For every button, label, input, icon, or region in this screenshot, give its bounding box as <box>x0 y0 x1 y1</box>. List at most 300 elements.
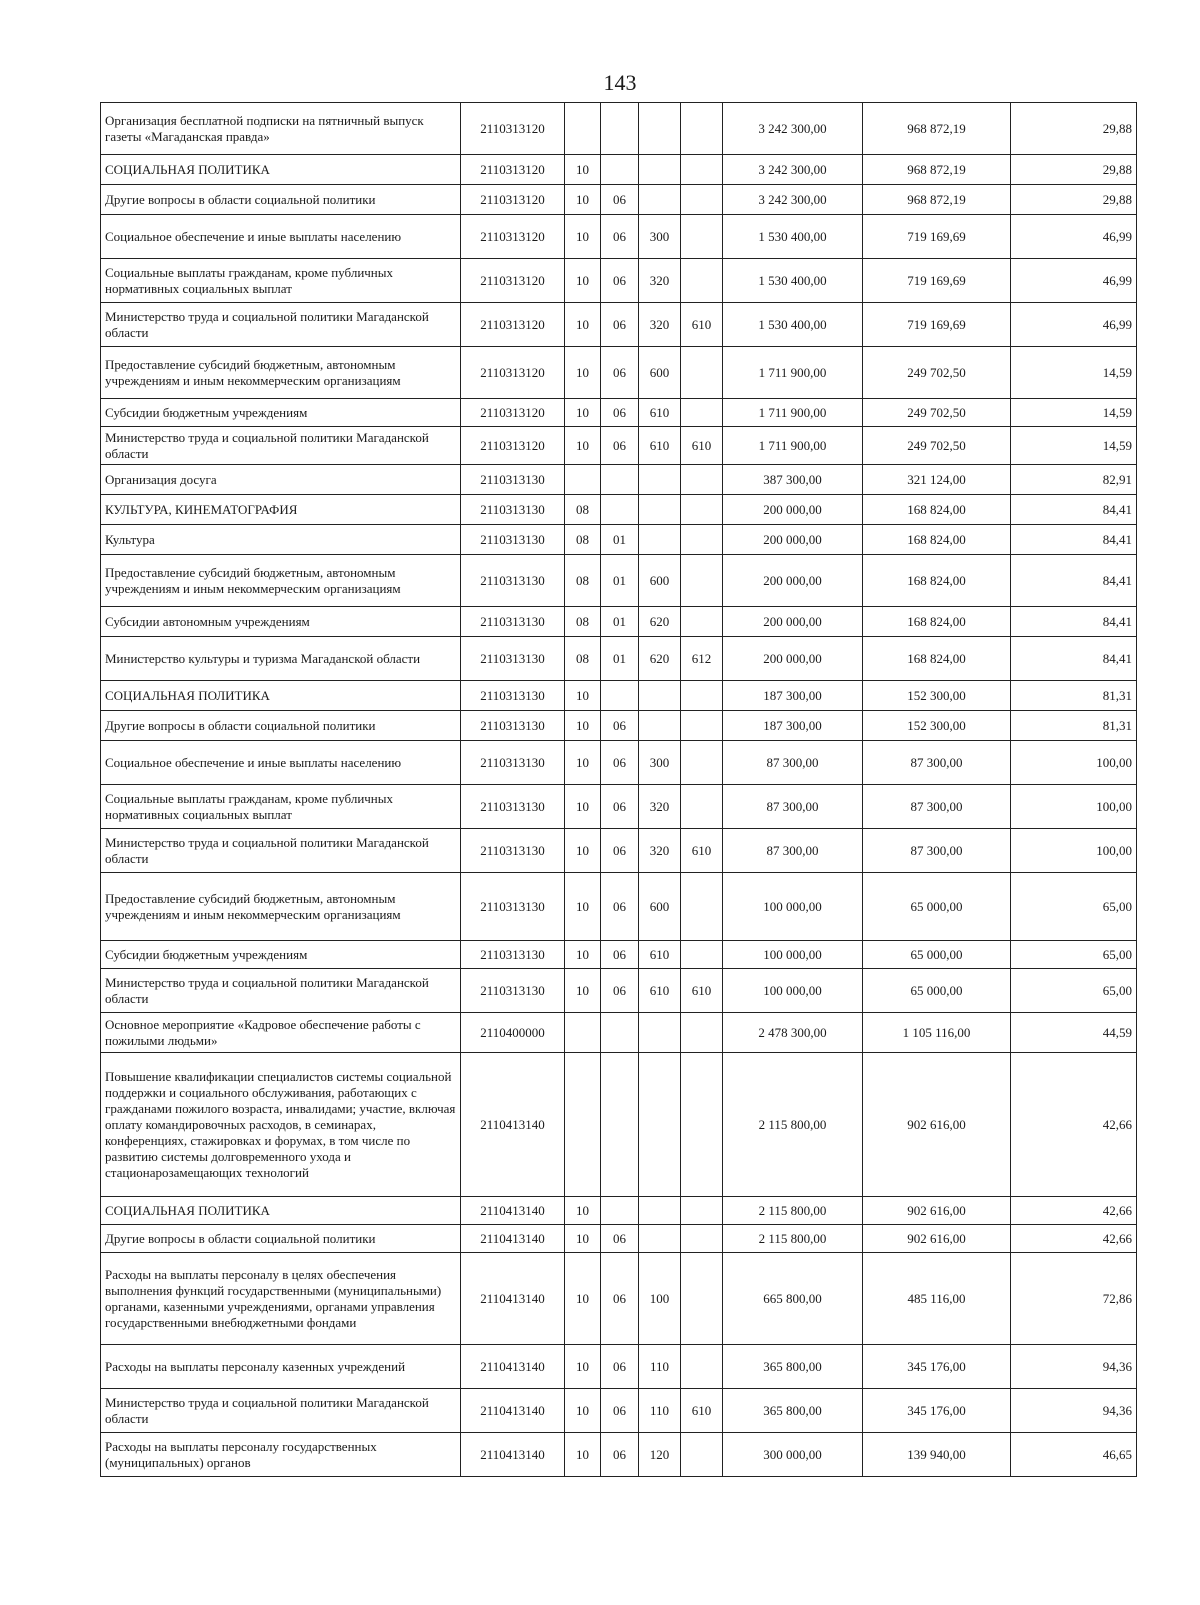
execution-percent: 14,59 <box>1011 427 1137 465</box>
executed-amount: 249 702,50 <box>863 399 1011 427</box>
row-name: Министерство труда и социальной политики Магаданской области <box>101 427 461 465</box>
section-code: 10 <box>565 427 601 465</box>
expense-type-code <box>639 525 681 555</box>
administrator-code <box>681 1013 723 1053</box>
row-name: Предоставление субсидий бюджетным, автономным учреждениям и иным некоммерческим организациям <box>101 347 461 399</box>
subsection-code: 06 <box>601 941 639 969</box>
expense-type-code <box>639 185 681 215</box>
table-row <box>101 1013 1137 1053</box>
execution-percent: 81,31 <box>1011 711 1137 741</box>
table-row <box>101 555 1137 607</box>
execution-percent: 46,65 <box>1011 1433 1137 1477</box>
execution-percent: 100,00 <box>1011 829 1137 873</box>
executed-amount: 345 176,00 <box>863 1389 1011 1433</box>
planned-amount: 2 115 800,00 <box>723 1197 863 1225</box>
row-name: Социальное обеспечение и иные выплаты населению <box>101 215 461 259</box>
administrator-code <box>681 185 723 215</box>
subsection-code: 06 <box>601 303 639 347</box>
target-article-code: 2110313120 <box>461 155 565 185</box>
administrator-code <box>681 1433 723 1477</box>
section-code: 10 <box>565 741 601 785</box>
planned-amount: 1 711 900,00 <box>723 427 863 465</box>
expense-type-code: 120 <box>639 1433 681 1477</box>
planned-amount: 100 000,00 <box>723 873 863 941</box>
planned-amount: 300 000,00 <box>723 1433 863 1477</box>
row-name: Субсидии бюджетным учреждениям <box>101 941 461 969</box>
table-row <box>101 103 1137 155</box>
planned-amount: 1 530 400,00 <box>723 259 863 303</box>
row-name: Расходы на выплаты персоналу государственных (муниципальных) органов <box>101 1433 461 1477</box>
section-code: 08 <box>565 637 601 681</box>
administrator-code <box>681 103 723 155</box>
table-row <box>101 1225 1137 1253</box>
row-name: Расходы на выплаты персоналу казенных учреждений <box>101 1345 461 1389</box>
target-article-code: 2110313130 <box>461 829 565 873</box>
table-row <box>101 1389 1137 1433</box>
table-row <box>101 495 1137 525</box>
planned-amount: 365 800,00 <box>723 1389 863 1433</box>
executed-amount: 345 176,00 <box>863 1345 1011 1389</box>
row-name: Министерство труда и социальной политики Магаданской области <box>101 303 461 347</box>
planned-amount: 200 000,00 <box>723 495 863 525</box>
planned-amount: 665 800,00 <box>723 1253 863 1345</box>
expense-type-code: 620 <box>639 607 681 637</box>
executed-amount: 65 000,00 <box>863 941 1011 969</box>
executed-amount: 719 169,69 <box>863 303 1011 347</box>
table-row <box>101 969 1137 1013</box>
section-code: 10 <box>565 1253 601 1345</box>
administrator-code: 610 <box>681 303 723 347</box>
executed-amount: 168 824,00 <box>863 637 1011 681</box>
section-code: 10 <box>565 1345 601 1389</box>
section-code: 10 <box>565 969 601 1013</box>
target-article-code: 2110313120 <box>461 215 565 259</box>
execution-percent: 65,00 <box>1011 969 1137 1013</box>
target-article-code: 2110413140 <box>461 1197 565 1225</box>
section-code: 10 <box>565 681 601 711</box>
administrator-code <box>681 1253 723 1345</box>
executed-amount: 87 300,00 <box>863 829 1011 873</box>
target-article-code: 2110400000 <box>461 1013 565 1053</box>
target-article-code: 2110313120 <box>461 347 565 399</box>
row-name: Социальные выплаты гражданам, кроме публичных нормативных социальных выплат <box>101 259 461 303</box>
administrator-code <box>681 1225 723 1253</box>
executed-amount: 65 000,00 <box>863 969 1011 1013</box>
row-name: Организация бесплатной подписки на пятничный выпуск газеты «Магаданская правда» <box>101 103 461 155</box>
execution-percent: 84,41 <box>1011 495 1137 525</box>
row-name: Повышение квалификации специалистов системы социальной поддержки и социального обслуживания, работающих с гражданами пожилого возраста, инвалидами; участие, включая оплату командировочных расходов, в семинарах, конференциях, стажировках и форумах, в том числе по развитию системы долговременного ухода и стационарозамещающих технологий <box>101 1053 461 1197</box>
administrator-code <box>681 155 723 185</box>
expense-type-code: 300 <box>639 215 681 259</box>
execution-percent: 84,41 <box>1011 555 1137 607</box>
target-article-code: 2110313120 <box>461 259 565 303</box>
planned-amount: 1 530 400,00 <box>723 215 863 259</box>
execution-percent: 42,66 <box>1011 1197 1137 1225</box>
administrator-code: 610 <box>681 829 723 873</box>
subsection-code: 06 <box>601 741 639 785</box>
target-article-code: 2110313130 <box>461 607 565 637</box>
section-code: 10 <box>565 941 601 969</box>
planned-amount: 3 242 300,00 <box>723 103 863 155</box>
execution-percent: 84,41 <box>1011 525 1137 555</box>
target-article-code: 2110413140 <box>461 1389 565 1433</box>
executed-amount: 719 169,69 <box>863 215 1011 259</box>
table-row <box>101 303 1137 347</box>
target-article-code: 2110413140 <box>461 1225 565 1253</box>
expense-type-code <box>639 155 681 185</box>
table-row <box>101 155 1137 185</box>
section-code: 10 <box>565 829 601 873</box>
table-row <box>101 1345 1137 1389</box>
execution-percent: 65,00 <box>1011 873 1137 941</box>
expense-type-code <box>639 495 681 525</box>
table-row <box>101 525 1137 555</box>
subsection-code: 06 <box>601 1345 639 1389</box>
expense-type-code <box>639 711 681 741</box>
expense-type-code <box>639 103 681 155</box>
target-article-code: 2110313130 <box>461 785 565 829</box>
administrator-code <box>681 1197 723 1225</box>
subsection-code <box>601 155 639 185</box>
target-article-code: 2110413140 <box>461 1433 565 1477</box>
planned-amount: 200 000,00 <box>723 607 863 637</box>
execution-percent: 100,00 <box>1011 785 1137 829</box>
budget-table <box>100 102 1137 1477</box>
subsection-code <box>601 465 639 495</box>
table-row <box>101 741 1137 785</box>
execution-percent: 29,88 <box>1011 185 1137 215</box>
table-row <box>101 637 1137 681</box>
table-row <box>101 427 1137 465</box>
execution-percent: 42,66 <box>1011 1053 1137 1197</box>
table-row <box>101 681 1137 711</box>
execution-percent: 65,00 <box>1011 941 1137 969</box>
section-code: 10 <box>565 399 601 427</box>
administrator-code <box>681 711 723 741</box>
subsection-code: 06 <box>601 427 639 465</box>
subsection-code <box>601 1053 639 1197</box>
execution-percent: 29,88 <box>1011 155 1137 185</box>
executed-amount: 168 824,00 <box>863 525 1011 555</box>
target-article-code: 2110313130 <box>461 941 565 969</box>
row-name: Расходы на выплаты персоналу в целях обеспечения выполнения функций государственными (муниципальными) органами, казенными учреждениями, органами управления государственными внебюджетными фондами <box>101 1253 461 1345</box>
planned-amount: 100 000,00 <box>723 941 863 969</box>
subsection-code: 06 <box>601 185 639 215</box>
planned-amount: 100 000,00 <box>723 969 863 1013</box>
executed-amount: 65 000,00 <box>863 873 1011 941</box>
administrator-code <box>681 1053 723 1197</box>
row-name: КУЛЬТУРА, КИНЕМАТОГРАФИЯ <box>101 495 461 525</box>
target-article-code: 2110313130 <box>461 711 565 741</box>
subsection-code: 01 <box>601 637 639 681</box>
target-article-code: 2110313120 <box>461 185 565 215</box>
subsection-code <box>601 1013 639 1053</box>
target-article-code: 2110413140 <box>461 1053 565 1197</box>
executed-amount: 168 824,00 <box>863 495 1011 525</box>
section-code: 10 <box>565 155 601 185</box>
subsection-code: 06 <box>601 259 639 303</box>
execution-percent: 46,99 <box>1011 259 1137 303</box>
section-code: 10 <box>565 259 601 303</box>
planned-amount: 87 300,00 <box>723 741 863 785</box>
section-code: 10 <box>565 1389 601 1433</box>
target-article-code: 2110313130 <box>461 873 565 941</box>
subsection-code: 06 <box>601 1433 639 1477</box>
executed-amount: 168 824,00 <box>863 607 1011 637</box>
expense-type-code <box>639 465 681 495</box>
executed-amount: 719 169,69 <box>863 259 1011 303</box>
expense-type-code: 610 <box>639 969 681 1013</box>
subsection-code: 06 <box>601 829 639 873</box>
section-code: 10 <box>565 785 601 829</box>
subsection-code <box>601 1197 639 1225</box>
execution-percent: 84,41 <box>1011 607 1137 637</box>
table-row <box>101 215 1137 259</box>
section-code: 10 <box>565 711 601 741</box>
planned-amount: 187 300,00 <box>723 711 863 741</box>
execution-percent: 44,59 <box>1011 1013 1137 1053</box>
row-name: Социальное обеспечение и иные выплаты населению <box>101 741 461 785</box>
section-code: 10 <box>565 1197 601 1225</box>
expense-type-code <box>639 1053 681 1197</box>
row-name: Предоставление субсидий бюджетным, автономным учреждениям и иным некоммерческим организациям <box>101 873 461 941</box>
administrator-code: 610 <box>681 969 723 1013</box>
subsection-code: 01 <box>601 555 639 607</box>
execution-percent: 94,36 <box>1011 1345 1137 1389</box>
administrator-code <box>681 941 723 969</box>
executed-amount: 152 300,00 <box>863 681 1011 711</box>
subsection-code: 06 <box>601 785 639 829</box>
section-code: 10 <box>565 303 601 347</box>
administrator-code <box>681 399 723 427</box>
target-article-code: 2110313130 <box>461 495 565 525</box>
target-article-code: 2110313130 <box>461 637 565 681</box>
execution-percent: 100,00 <box>1011 741 1137 785</box>
row-name: Социальные выплаты гражданам, кроме публичных нормативных социальных выплат <box>101 785 461 829</box>
table-row <box>101 1433 1137 1477</box>
row-name: СОЦИАЛЬНАЯ ПОЛИТИКА <box>101 1197 461 1225</box>
section-code <box>565 103 601 155</box>
execution-percent: 82,91 <box>1011 465 1137 495</box>
expense-type-code: 320 <box>639 259 681 303</box>
planned-amount: 1 530 400,00 <box>723 303 863 347</box>
row-name: Министерство труда и социальной политики Магаданской области <box>101 829 461 873</box>
page-number: 143 <box>603 70 637 95</box>
administrator-code: 612 <box>681 637 723 681</box>
administrator-code <box>681 215 723 259</box>
planned-amount: 2 115 800,00 <box>723 1225 863 1253</box>
section-code: 10 <box>565 1225 601 1253</box>
administrator-code <box>681 495 723 525</box>
expense-type-code: 600 <box>639 873 681 941</box>
executed-amount: 87 300,00 <box>863 741 1011 785</box>
subsection-code <box>601 681 639 711</box>
executed-amount: 485 116,00 <box>863 1253 1011 1345</box>
subsection-code: 06 <box>601 215 639 259</box>
subsection-code: 01 <box>601 607 639 637</box>
execution-percent: 14,59 <box>1011 347 1137 399</box>
section-code: 08 <box>565 525 601 555</box>
planned-amount: 87 300,00 <box>723 829 863 873</box>
table-row <box>101 1197 1137 1225</box>
administrator-code: 610 <box>681 427 723 465</box>
table-row <box>101 185 1137 215</box>
subsection-code: 06 <box>601 1389 639 1433</box>
target-article-code: 2110313120 <box>461 103 565 155</box>
executed-amount: 902 616,00 <box>863 1197 1011 1225</box>
planned-amount: 87 300,00 <box>723 785 863 829</box>
table-row <box>101 347 1137 399</box>
executed-amount: 152 300,00 <box>863 711 1011 741</box>
executed-amount: 87 300,00 <box>863 785 1011 829</box>
executed-amount: 168 824,00 <box>863 555 1011 607</box>
executed-amount: 902 616,00 <box>863 1225 1011 1253</box>
section-code: 08 <box>565 555 601 607</box>
target-article-code: 2110313130 <box>461 525 565 555</box>
executed-amount: 139 940,00 <box>863 1433 1011 1477</box>
subsection-code: 06 <box>601 711 639 741</box>
table-row <box>101 941 1137 969</box>
table-row <box>101 259 1137 303</box>
table-row <box>101 1053 1137 1197</box>
table-row <box>101 711 1137 741</box>
planned-amount: 200 000,00 <box>723 637 863 681</box>
row-name: Министерство труда и социальной политики Магаданской области <box>101 1389 461 1433</box>
expense-type-code <box>639 1013 681 1053</box>
expense-type-code: 600 <box>639 555 681 607</box>
row-name: Субсидии автономным учреждениям <box>101 607 461 637</box>
planned-amount: 3 242 300,00 <box>723 155 863 185</box>
target-article-code: 2110413140 <box>461 1253 565 1345</box>
target-article-code: 2110313130 <box>461 741 565 785</box>
expense-type-code: 320 <box>639 785 681 829</box>
subsection-code: 06 <box>601 1253 639 1345</box>
row-name: Министерство культуры и туризма Магаданской области <box>101 637 461 681</box>
row-name: Другие вопросы в области социальной политики <box>101 185 461 215</box>
executed-amount: 968 872,19 <box>863 103 1011 155</box>
planned-amount: 3 242 300,00 <box>723 185 863 215</box>
executed-amount: 1 105 116,00 <box>863 1013 1011 1053</box>
expense-type-code: 110 <box>639 1345 681 1389</box>
subsection-code: 01 <box>601 525 639 555</box>
target-article-code: 2110313130 <box>461 681 565 711</box>
section-code: 10 <box>565 873 601 941</box>
expense-type-code: 100 <box>639 1253 681 1345</box>
expense-type-code: 600 <box>639 347 681 399</box>
expense-type-code: 610 <box>639 941 681 969</box>
section-code: 10 <box>565 347 601 399</box>
section-code <box>565 1053 601 1197</box>
table-row <box>101 829 1137 873</box>
expense-type-code: 300 <box>639 741 681 785</box>
administrator-code <box>681 525 723 555</box>
administrator-code <box>681 259 723 303</box>
planned-amount: 200 000,00 <box>723 555 863 607</box>
administrator-code <box>681 741 723 785</box>
subsection-code: 06 <box>601 399 639 427</box>
administrator-code <box>681 785 723 829</box>
planned-amount: 387 300,00 <box>723 465 863 495</box>
budget-table-body <box>101 103 1137 1477</box>
section-code: 10 <box>565 185 601 215</box>
subsection-code: 06 <box>601 969 639 1013</box>
row-name: Предоставление субсидий бюджетным, автономным учреждениям и иным некоммерческим организациям <box>101 555 461 607</box>
execution-percent: 84,41 <box>1011 637 1137 681</box>
row-name: Культура <box>101 525 461 555</box>
section-code: 10 <box>565 1433 601 1477</box>
administrator-code <box>681 607 723 637</box>
row-name: Министерство труда и социальной политики Магаданской области <box>101 969 461 1013</box>
expense-type-code: 610 <box>639 427 681 465</box>
execution-percent: 42,66 <box>1011 1225 1137 1253</box>
row-name: Другие вопросы в области социальной политики <box>101 711 461 741</box>
row-name: Субсидии бюджетным учреждениям <box>101 399 461 427</box>
administrator-code <box>681 873 723 941</box>
target-article-code: 2110413140 <box>461 1345 565 1389</box>
administrator-code <box>681 681 723 711</box>
expense-type-code: 620 <box>639 637 681 681</box>
execution-percent: 81,31 <box>1011 681 1137 711</box>
table-row <box>101 1253 1137 1345</box>
administrator-code <box>681 465 723 495</box>
expense-type-code: 320 <box>639 303 681 347</box>
expense-type-code: 320 <box>639 829 681 873</box>
execution-percent: 94,36 <box>1011 1389 1137 1433</box>
section-code: 08 <box>565 495 601 525</box>
row-name: Другие вопросы в области социальной политики <box>101 1225 461 1253</box>
planned-amount: 200 000,00 <box>723 525 863 555</box>
expense-type-code: 610 <box>639 399 681 427</box>
table-row <box>101 399 1137 427</box>
section-code <box>565 465 601 495</box>
planned-amount: 365 800,00 <box>723 1345 863 1389</box>
table-row <box>101 785 1137 829</box>
section-code: 10 <box>565 215 601 259</box>
row-name: Организация досуга <box>101 465 461 495</box>
administrator-code <box>681 347 723 399</box>
subsection-code: 06 <box>601 347 639 399</box>
table-row <box>101 607 1137 637</box>
target-article-code: 2110313120 <box>461 303 565 347</box>
subsection-code: 06 <box>601 873 639 941</box>
planned-amount: 1 711 900,00 <box>723 399 863 427</box>
expense-type-code <box>639 1225 681 1253</box>
planned-amount: 1 711 900,00 <box>723 347 863 399</box>
executed-amount: 902 616,00 <box>863 1053 1011 1197</box>
row-name: СОЦИАЛЬНАЯ ПОЛИТИКА <box>101 155 461 185</box>
subsection-code <box>601 495 639 525</box>
execution-percent: 14,59 <box>1011 399 1137 427</box>
target-article-code: 2110313130 <box>461 555 565 607</box>
row-name: СОЦИАЛЬНАЯ ПОЛИТИКА <box>101 681 461 711</box>
row-name: Основное мероприятие «Кадровое обеспечение работы с пожилыми людьми» <box>101 1013 461 1053</box>
planned-amount: 187 300,00 <box>723 681 863 711</box>
planned-amount: 2 115 800,00 <box>723 1053 863 1197</box>
execution-percent: 46,99 <box>1011 303 1137 347</box>
execution-percent: 46,99 <box>1011 215 1137 259</box>
target-article-code: 2110313120 <box>461 399 565 427</box>
section-code <box>565 1013 601 1053</box>
target-article-code: 2110313130 <box>461 969 565 1013</box>
administrator-code <box>681 555 723 607</box>
target-article-code: 2110313120 <box>461 427 565 465</box>
target-article-code: 2110313130 <box>461 465 565 495</box>
executed-amount: 249 702,50 <box>863 347 1011 399</box>
expense-type-code <box>639 681 681 711</box>
expense-type-code <box>639 1197 681 1225</box>
table-row <box>101 465 1137 495</box>
expense-type-code: 110 <box>639 1389 681 1433</box>
